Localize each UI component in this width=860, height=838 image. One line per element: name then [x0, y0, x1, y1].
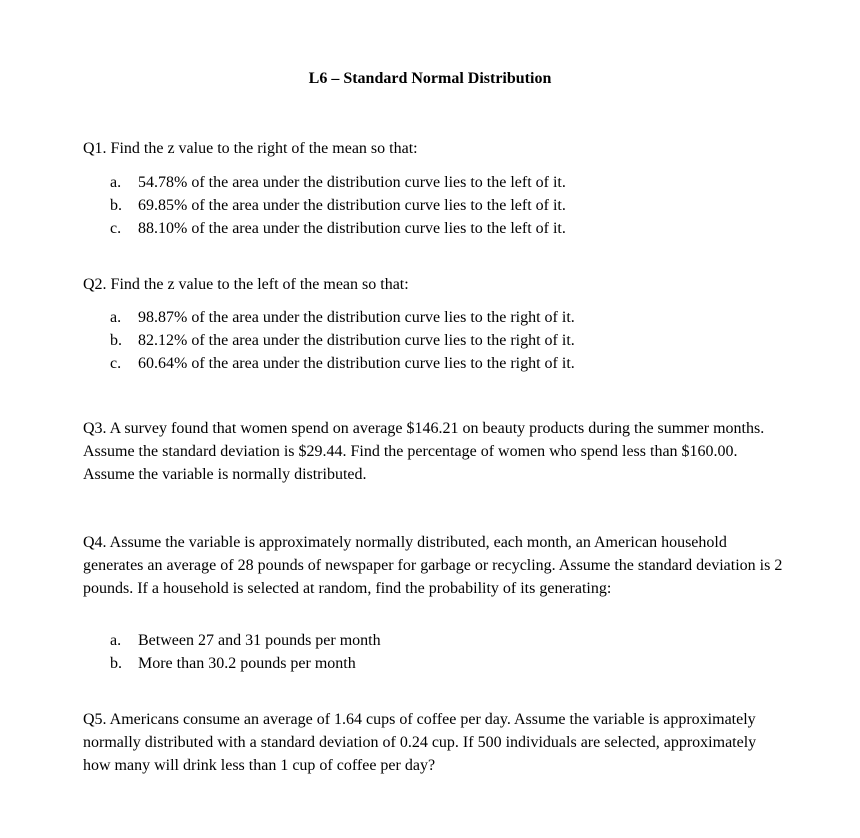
question-4-text: Q4. Assume the variable is approximately normally distributed, each month, an American household generates an average of 28 pounds of newspaper for garbage or recycling. Assume the standard deviation is 2 pounds. If a household is selected at random, find the probability of its generating:: [83, 534, 783, 597]
question-5-text: Q5. Americans consume an average of 1.64 cups of coffee per day. Assume the variable is approximately normally distributed with a standard deviation of 0.24 cup. If 500 individuals are selected, approximately how many will drink less than 1 cup of coffee per day?: [83, 711, 757, 774]
question-1-list: [110, 171, 566, 240]
list-item-text: Between 27 and 31 pounds per month: [138, 632, 381, 649]
page-title: L6 – Standard Normal Distribution: [308, 70, 552, 87]
list-item: [110, 629, 381, 652]
list-marker: b.: [110, 655, 122, 672]
list-item-text: 88.10% of the area under the distribution curve lies to the left of it.: [138, 220, 566, 237]
question-3-text: Q3. A survey found that women spend on average $146.21 on beauty products during the summer months. Assume the standard deviation is $29.44. Find the percentage of women who spend less than $160.00. Assume the variable is normally distributed.: [83, 420, 765, 483]
list-marker: c.: [110, 355, 122, 372]
list-marker: b.: [110, 332, 122, 349]
list-marker: b.: [110, 197, 122, 214]
list-item-text: More than 30.2 pounds per month: [138, 655, 356, 672]
list-item: [110, 171, 566, 194]
list-marker: c.: [110, 220, 122, 237]
list-item-text: 82.12% of the area under the distribution curve lies to the right of it.: [138, 332, 575, 349]
question-2-prompt: Q2. Find the z value to the left of the mean so that:: [83, 276, 409, 293]
list-item: [110, 329, 575, 352]
question-2-list: [110, 306, 575, 375]
list-item-text: 69.85% of the area under the distribution curve lies to the left of it.: [138, 197, 566, 214]
list-item: [110, 352, 575, 375]
list-item: [110, 306, 575, 329]
list-item: [110, 217, 566, 240]
list-item-text: 60.64% of the area under the distribution curve lies to the right of it.: [138, 355, 575, 372]
list-item-text: 54.78% of the area under the distribution curve lies to the left of it.: [138, 174, 566, 191]
question-1-prompt: Q1. Find the z value to the right of the mean so that:: [83, 140, 418, 157]
question-4-list: [110, 629, 381, 675]
list-marker: a.: [110, 309, 122, 326]
list-item: [110, 194, 566, 217]
list-marker: a.: [110, 174, 122, 191]
list-marker: a.: [110, 632, 122, 649]
list-item-text: 98.87% of the area under the distribution curve lies to the right of it.: [138, 309, 575, 326]
list-item: [110, 652, 381, 675]
